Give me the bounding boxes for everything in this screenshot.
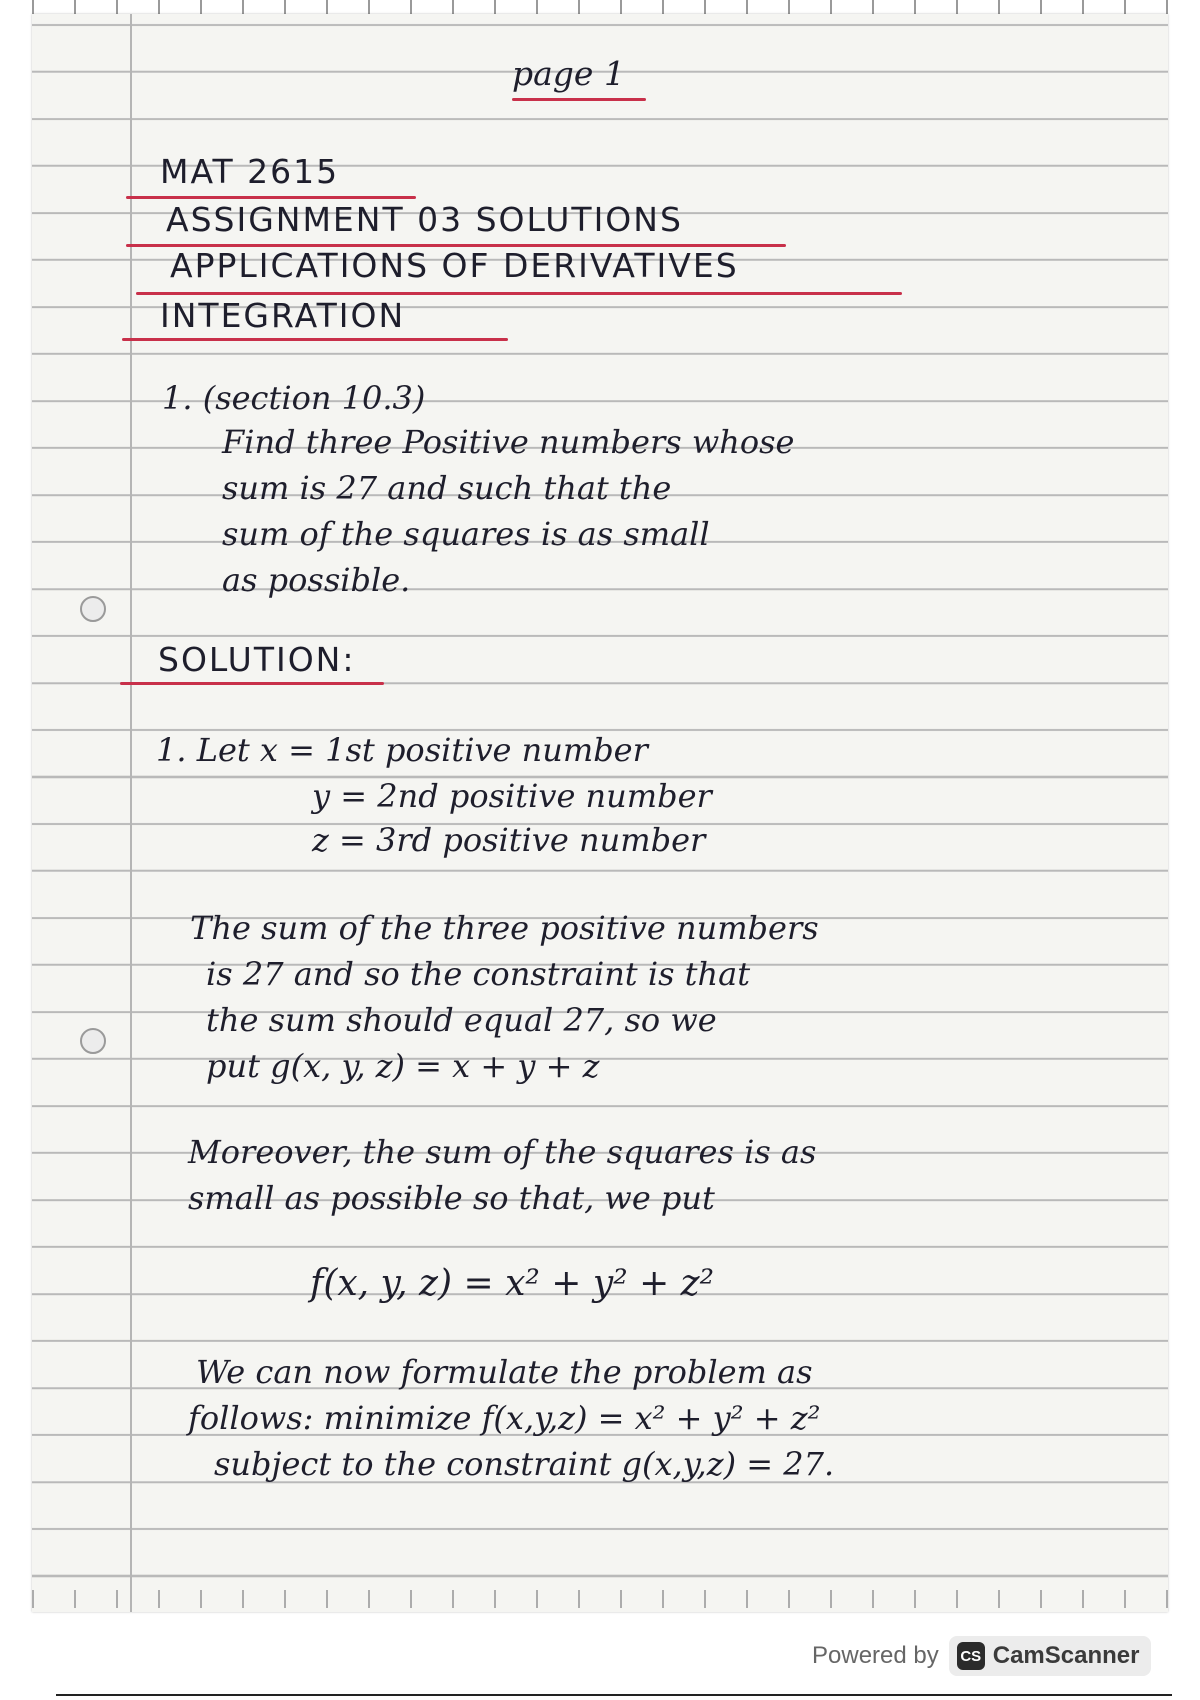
question-heading: 1. (section 10.3) <box>162 379 426 417</box>
definition-line: z = 3rd positive number <box>312 821 706 859</box>
subtopic-underline <box>122 338 508 341</box>
assignment-title: ASSIGNMENT 03 SOLUTIONS <box>166 200 683 239</box>
powered-by-text: Powered by <box>812 1642 939 1669</box>
definition-line: 1. Let x = 1st positive number <box>156 731 648 769</box>
course-code: MAT 2615 <box>160 152 340 191</box>
camscanner-badge <box>949 1636 1152 1676</box>
constraint-line: is 27 and so the constraint is that <box>206 955 751 993</box>
solution-heading: SOLUTION: <box>158 640 356 679</box>
definition-line: y = 2nd positive number <box>312 777 712 815</box>
objective-line: Moreover, the sum of the squares is as <box>188 1133 817 1171</box>
page-label: page 1 <box>512 54 625 93</box>
camscanner-brand: CamScanner <box>992 1642 1140 1669</box>
question-line: Find three Positive numbers whose <box>222 423 795 461</box>
constraint-line: put g(x, y, z) = x + y + z <box>206 1047 600 1085</box>
scanner-watermark <box>812 1636 1151 1676</box>
question-line: sum is 27 and such that the <box>222 469 672 507</box>
formulation-line: We can now formulate the problem as <box>196 1353 813 1391</box>
punch-hole-icon <box>80 596 106 622</box>
margin-line <box>130 14 132 1612</box>
punch-hole-icon <box>80 1028 106 1054</box>
notebook-bottom-ticks <box>32 1590 1168 1608</box>
topic-title: APPLICATIONS OF DERIVATIVES <box>170 246 739 285</box>
formulation-line: follows: minimize f(x,y,z) = x² + y² + z² <box>188 1399 821 1437</box>
constraint-line: The sum of the three positive numbers <box>190 909 819 947</box>
solution-underline <box>120 682 384 685</box>
constraint-line: the sum should equal 27, so we <box>206 1001 717 1039</box>
question-line: as possible. <box>222 561 411 599</box>
bottom-rule <box>56 1694 1172 1696</box>
objective-line: small as possible so that, we put <box>188 1179 715 1217</box>
formulation-line: subject to the constraint g(x,y,z) = 27. <box>214 1445 835 1483</box>
page-label-underline <box>512 98 646 101</box>
question-line: sum of the squares is as small <box>222 515 710 553</box>
camscanner-logo-icon: CS <box>957 1642 985 1670</box>
subtopic-title: INTEGRATION <box>160 296 406 335</box>
objective-formula: f(x, y, z) = x² + y² + z² <box>310 1263 715 1304</box>
